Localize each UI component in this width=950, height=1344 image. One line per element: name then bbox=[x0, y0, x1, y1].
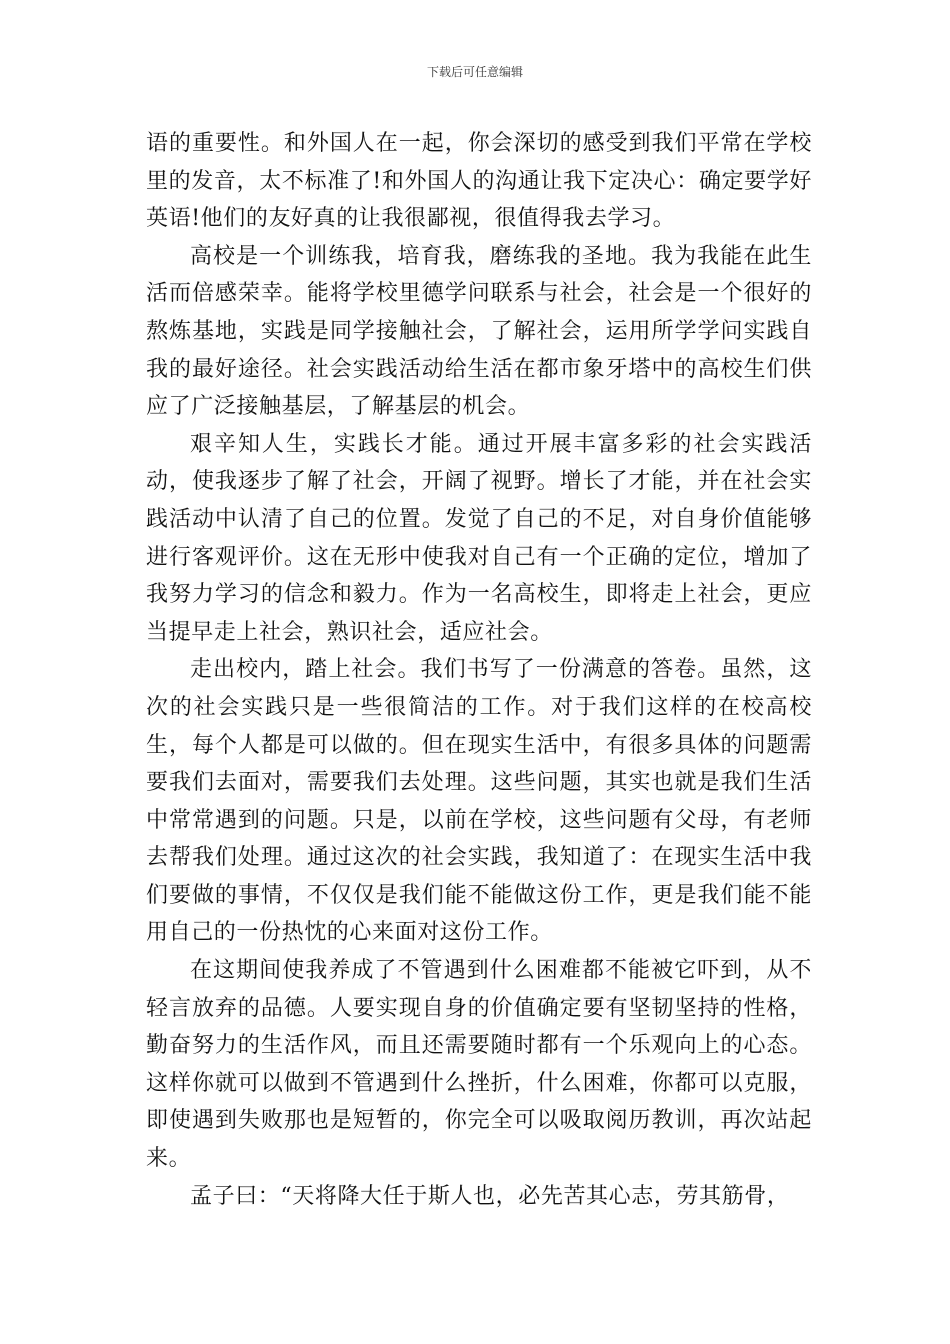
paragraph-6: 孟子曰：“天将降大任于斯人也，必先苦其心志，劳其筋骨， bbox=[190, 1183, 790, 1209]
paragraph-1: 语的重要性。和外国人在一起，你会深切的感受到我们平常在学校里的发音，太不标准了!和外国人的沟通让我下定决心：确定要学好英语!他们的友好真的让我很鄙视，很值得我去学习。 bbox=[146, 131, 812, 232]
paragraph-5: 在这期间使我养成了不管遇到什么困难都不能被它吓到，从不轻言放弃的品德。人要实现自身的价值确定要有坚韧坚持的性格，勤奋努力的生活作风，而且还需要随时都有一个乐观向上的心态。这样你就可以做到不管遇到什么挫折，什么困难，你都可以克服，即使遇到失败那也是短暂的，你完全可以吸取阅历教训，再次站起来。 bbox=[146, 958, 812, 1172]
paragraph-3: 艰辛知人生，实践长才能。通过开展丰富多彩的社会实践活动，使我逐步了解了社会，开阔了视野。增长了才能，并在社会实践活动中认清了自己的位置。发觉了自己的不足，对自身价值能够进行客观评价。这在无形中使我对自己有一个正确的定位，增加了我努力学习的信念和毅力。作为一名高校生，即将走上社会，更应当提早走上社会，熟识社会，适应社会。 bbox=[146, 431, 812, 645]
page-header: 下载后可任意编辑 bbox=[426, 65, 523, 79]
paragraph-4: 走出校内，踏上社会。我们书写了一份满意的答卷。虽然，这次的社会实践只是一些很简洁的工作。对于我们这样的在校高校生，每个人都是可以做的。但在现实生活中，有很多具体的问题需要我们去面对，需要我们去处理。这些问题，其实也就是我们生活中常常遇到的问题。只是，以前在学校，这些问题有父母，有老师去帮我们处理。通过这次的社会实践，我知道了：在现实生活中我们要做的事情，不仅仅是我们能不能做这份工作，更是我们能不能用自己的一份热忱的心来面对这份工作。 bbox=[146, 657, 812, 946]
document-body bbox=[146, 125, 812, 1215]
paragraph-2: 高校是一个训练我，培育我，磨练我的圣地。我为我能在此生活而倍感荣幸。能将学校里德学问联系与社会，社会是一个很好的熬炼基地，实践是同学接触社会，了解社会，运用所学学问实践自我的最好途径。社会实践活动给生活在都市象牙塔中的高校生们供应了广泛接触基层，了解基层的机会。 bbox=[146, 243, 812, 420]
